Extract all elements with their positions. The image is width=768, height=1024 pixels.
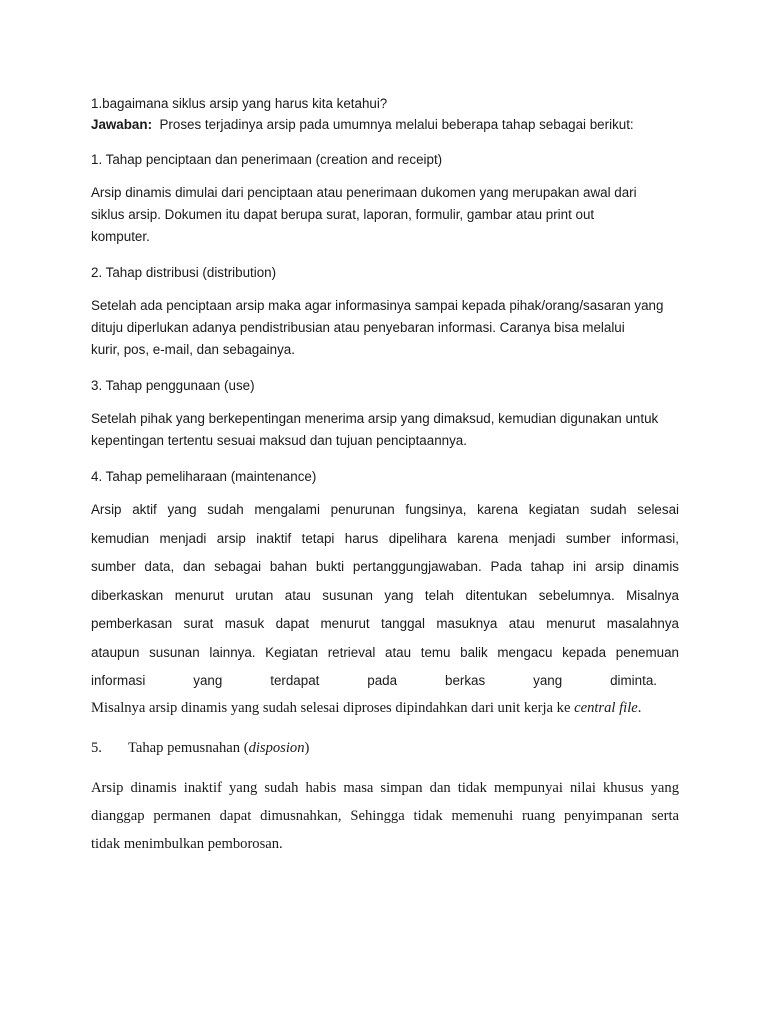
paragraph-line: Arsip dinamis dimulai dari penciptaan atau penerimaan dukomen yang merupakan awal dari (91, 185, 637, 200)
paragraph-line: siklus arsip. Dokumen itu dapat berupa surat, laporan, formulir, gambar atau print out (91, 207, 595, 222)
answer-text: Proses terjadinya arsip pada umumnya melalui beberapa tahap sebagai berikut: (159, 117, 634, 132)
step4-heading: 4. Tahap pemeliharaan (maintenance) (91, 469, 317, 484)
step5-heading-end: ) (304, 740, 310, 756)
question-text: 1.bagaimana siklus arsip yang harus kita ketahui? (91, 96, 388, 111)
paragraph-line: sumber data, dan sebagai bahan bukti pertanggungjawaban. Pada tahap ini arsip dinamis (91, 559, 679, 574)
step5-heading-italic: disposion (248, 740, 305, 756)
step1-heading: 1. Tahap penciptaan dan penerimaan (creation and receipt) (91, 152, 443, 167)
step5-heading-text: Tahap pemusnahan ( (128, 740, 249, 756)
step2-heading: 2. Tahap distribusi (distribution) (91, 265, 277, 280)
last-line-text: Misalnya arsip dinamis yang sudah selesai diproses dipindahkan dari unit kerja ke (91, 700, 571, 716)
paragraph-line: diberkaskan menurut urutan atau susunan yang telah ditentukan sebelumnya. Misalnya (91, 587, 679, 603)
step5-heading (91, 737, 679, 759)
paragraph-line: informasi yang terdapat pada berkas yang diminta. (91, 673, 657, 688)
paragraph-line: ataupun susunan lainnya. Kegiatan retrieval atau temu balik mengacu kepada penemuan (91, 644, 679, 660)
step4-paragraph (91, 496, 679, 696)
paragraph-line: tidak menimbulkan pemborosan. (91, 836, 283, 852)
paragraph-line: kepentingan tertentu sesuai maksud dan tujuan penciptaannya. (91, 433, 467, 448)
step3-paragraph (91, 408, 679, 452)
last-line-end: . (637, 700, 642, 716)
paragraph-line: dianggap permanen dapat dimusnahkan, Sehingga tidak memenuhi ruang penyimpanan serta (91, 808, 679, 824)
step3-heading: 3. Tahap penggunaan (use) (91, 378, 255, 393)
answer-line (91, 114, 679, 135)
paragraph-line: Setelah ada penciptaan arsip maka agar informasinya sampai kepada pihak/orang/sasaran yang (91, 298, 664, 313)
paragraph-line: Setelah pihak yang berkepentingan menerima arsip yang dimaksud, kemudian digunakan untuk (91, 411, 659, 426)
paragraph-line: dituju diperlukan adanya pendistribusian atau penyebaran informasi. Caranya bisa melalui (91, 320, 625, 335)
paragraph-line: pemberkasan surat masuk dapat menurut tanggal masuknya atau menurut masalahnya (91, 616, 679, 631)
paragraph-line: Arsip aktif yang sudah mengalami penurunan fungsinya, karena kegiatan sudah selesai (91, 502, 679, 517)
step5-number: 5. (91, 740, 102, 756)
question-block (91, 93, 679, 135)
paragraph-line: kurir, pos, e-mail, dan sebagainya. (91, 342, 295, 357)
step5-paragraph (91, 774, 679, 858)
paragraph-line: komputer. (91, 229, 150, 244)
step4-last-line (91, 697, 679, 719)
central-file-term: central file (574, 700, 638, 716)
step2-paragraph (91, 295, 679, 361)
answer-label: Jawaban: (91, 117, 153, 132)
paragraph-line: Arsip dinamis inaktif yang sudah habis masa simpan dan tidak mempunyai nilai khusus yang (91, 780, 679, 796)
step1-paragraph (91, 182, 679, 248)
paragraph-line: kemudian menjadi arsip inaktif tetapi harus dipelihara karena menjadi sumber informasi, (91, 530, 679, 546)
